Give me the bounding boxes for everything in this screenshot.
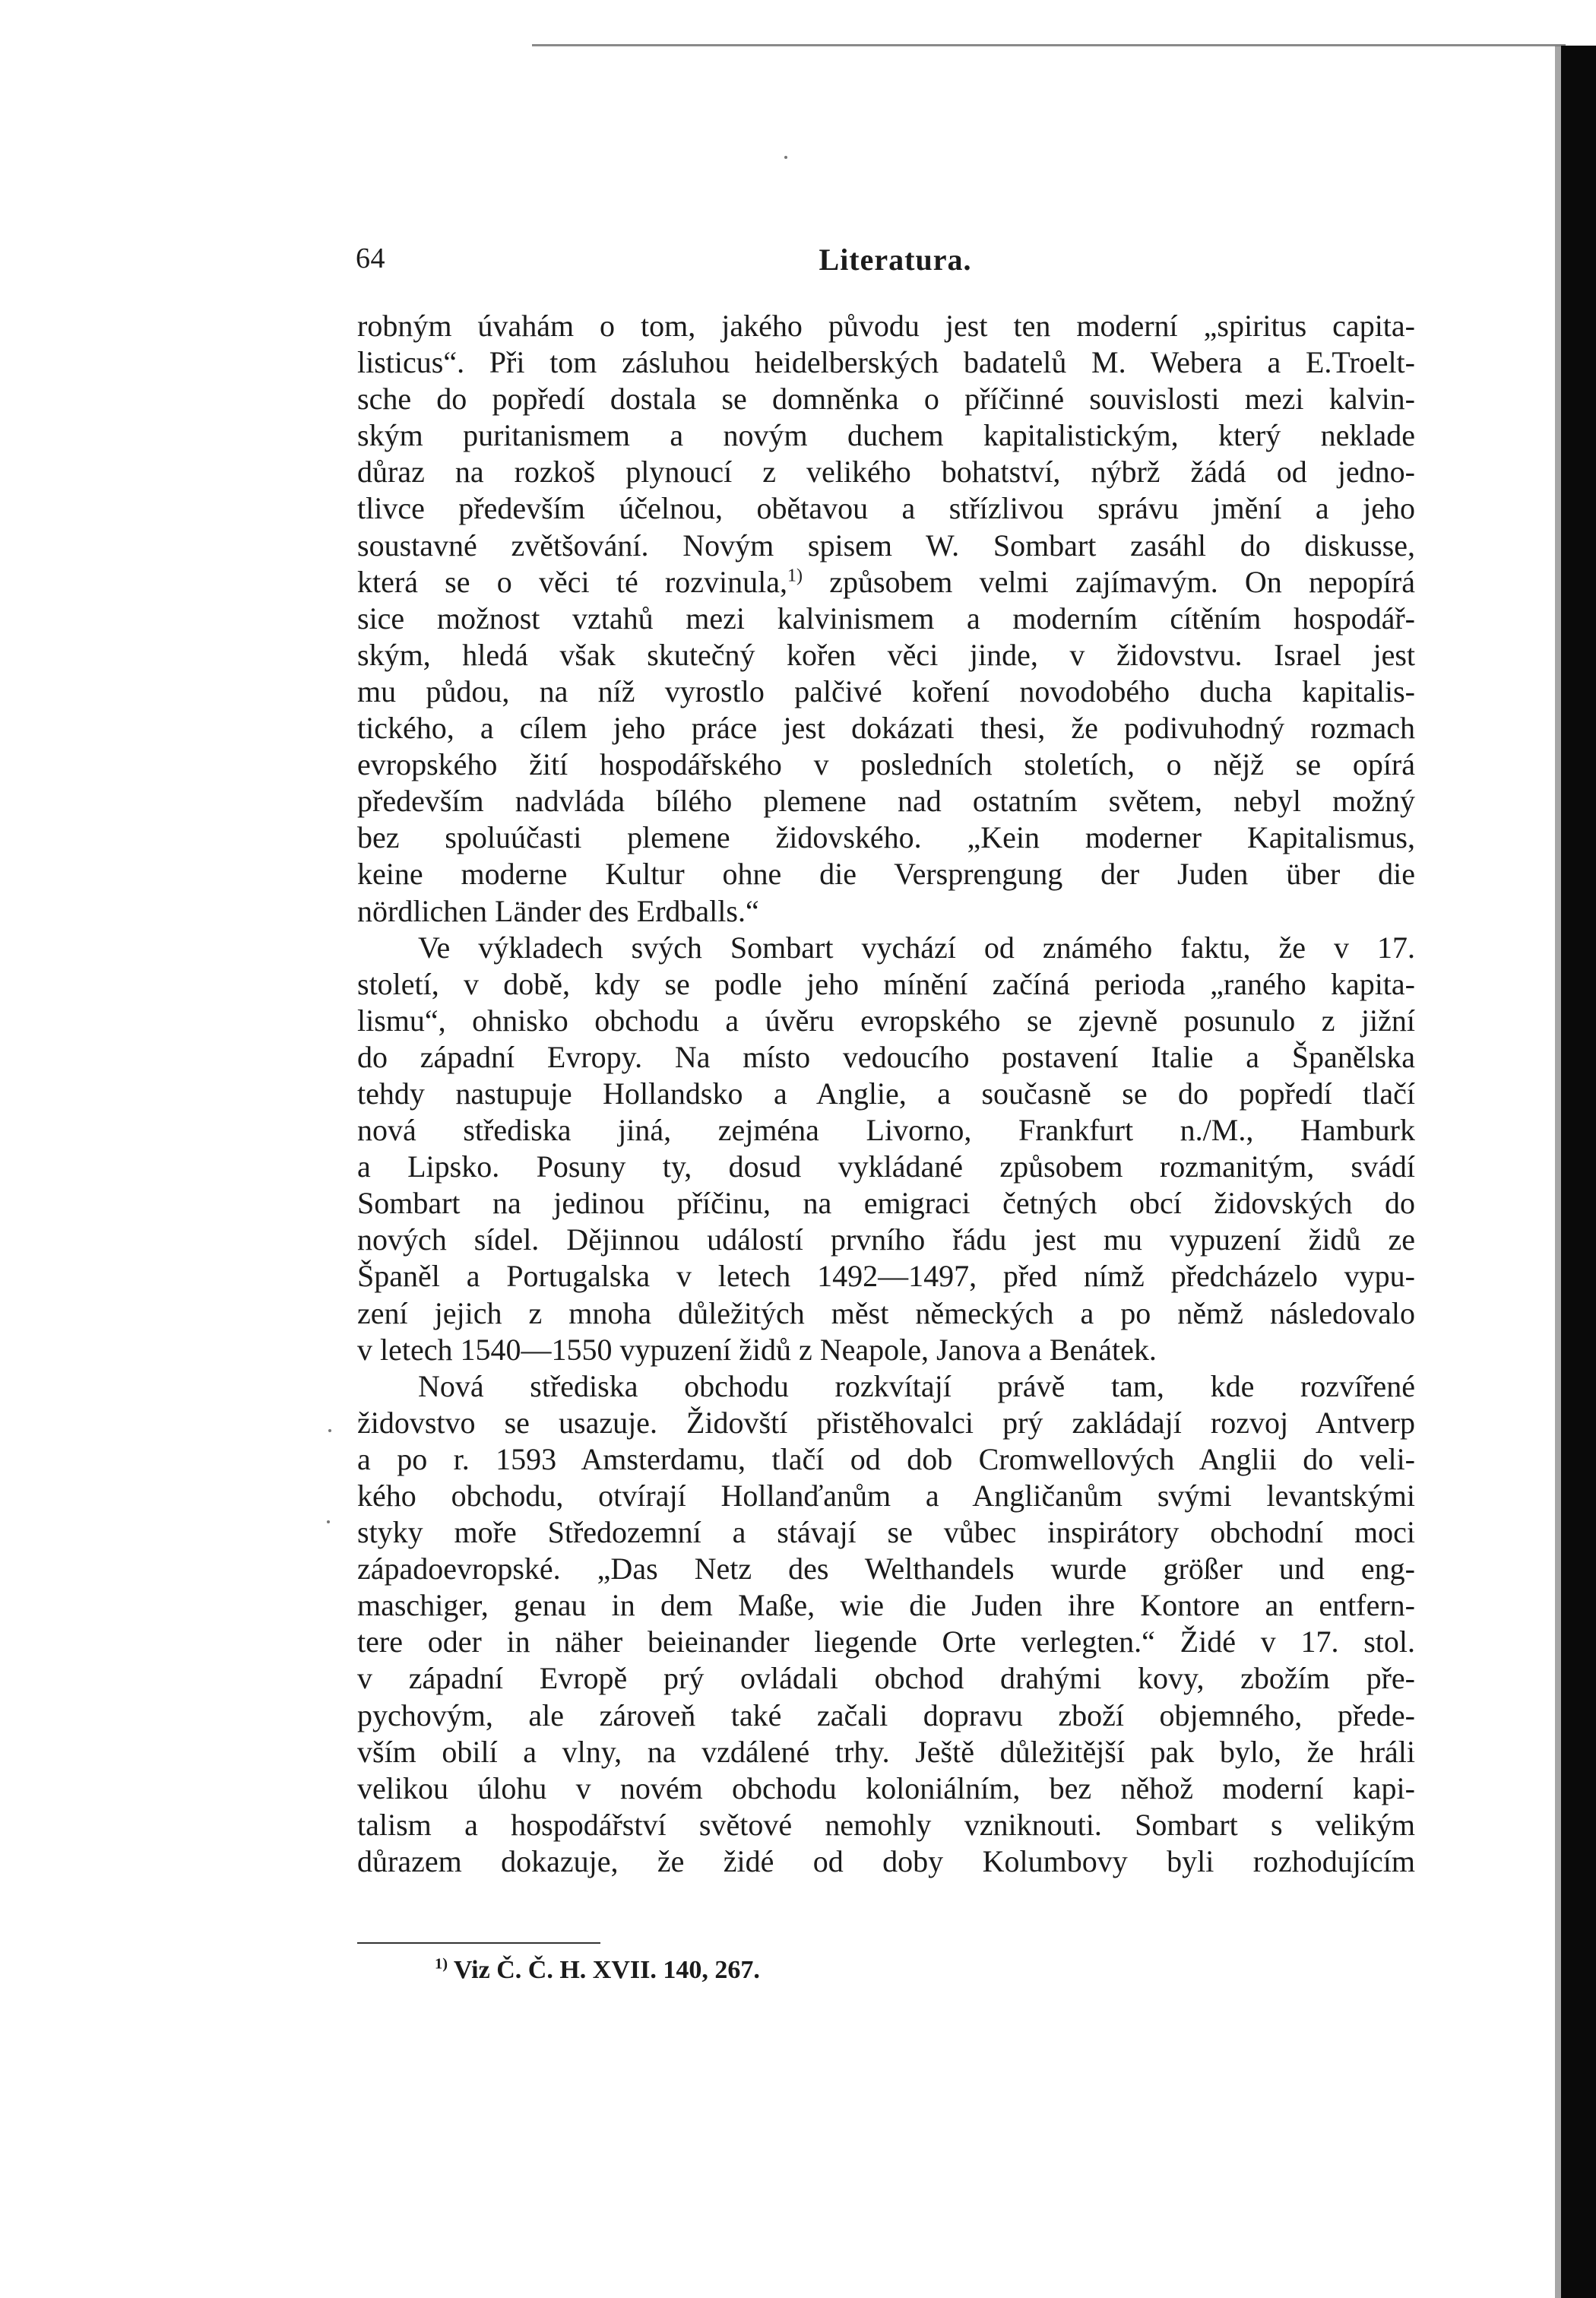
text-line: tehdy nastupuje Hollandsko a Anglie, a současně se do popředí tlačí: [357, 1076, 1415, 1111]
text-line: především nadvláda bílého plemene nad ostatním světem, nebyl možný: [357, 784, 1415, 819]
text-line: Ve výkladech svých Sombart vychází od známého faktu, že v 17.: [418, 930, 1415, 965]
scan-edge-top: [532, 44, 1566, 46]
text-line: soustavné zvětšování. Novým spisem W. Sombart zasáhl do diskusse,: [357, 528, 1415, 563]
text-line: robným úvahám o tom, jakého původu jest ten moderní „spiritus capita-: [357, 309, 1415, 343]
scan-edge-shadow: [1555, 46, 1561, 2298]
text-line: v letech 1540—1550 vypuzení židů z Neapole, Janova a Benátek.: [357, 1332, 1157, 1367]
text-line: sche do popředí dostala se domněnka o příčinné souvislosti mezi kalvin-: [357, 382, 1415, 417]
text-line: lismu“, ohnisko obchodu a úvěru evropského se zjevně posunulo z jižní: [357, 1003, 1415, 1038]
text-line: sice možnost vztahů mezi kalvinismem a moderním cítěním hospodář-: [357, 601, 1415, 636]
text-line: kého obchodu, otvírají Hollanďanům a Angličanům svými levantskými: [357, 1479, 1415, 1513]
text-line: listicus“. Při tom zásluhou heidelberských badatelů M. Webera a E.Troelt-: [357, 345, 1415, 380]
text-line: nördlichen Länder des Erdballs.“: [357, 893, 759, 928]
body-text: [357, 308, 1415, 1880]
scan-edge-right: [1561, 46, 1596, 2298]
text-line: důrazem dokazuje, že židé od doby Kolumbovy byli rozhodujícím: [357, 1843, 1415, 1878]
text-line-start: která se o věci té rozvinula,: [357, 564, 787, 599]
text-line: tere oder in näher beieinander liegende Orte verlegten.“ Židé v 17. stol.: [357, 1624, 1415, 1659]
text-line: nových sídel. Dějinnou událostí prvního řádu jest mu vypuzení židů ze: [357, 1222, 1415, 1257]
text-line: tlivce především účelnou, obětavou a střízlivou správu jmění a jeho: [357, 491, 1415, 526]
text-line: ským puritanismem a novým duchem kapitalistickým, který neklade: [357, 418, 1415, 453]
text-line: mu půdou, na níž vyrostlo palčivé koření novodobého ducha kapitalis-: [357, 674, 1415, 708]
text-line: důraz na rozkoš plynoucí z velikého bohatství, nýbrž žádá od jedno-: [357, 455, 1415, 490]
text-line: Španěl a Portugalska v letech 1492—1497, před nímž předcházelo vypu-: [357, 1259, 1415, 1294]
scan-speck: [327, 1520, 330, 1523]
scan-speck: [784, 156, 787, 159]
text-line: vším obilí a vlny, na vzdálené trhy. Ještě důležitější pak bylo, že hráli: [357, 1734, 1415, 1769]
text-line: zení jejich z mnoha důležitých měst německých a po němž následovalo: [357, 1295, 1415, 1330]
text-line: ským, hledá však skutečný kořen věci jinde, v židovstvu. Israel jest: [357, 637, 1415, 672]
text-line: velikou úlohu v novém obchodu koloniálním, bez něhož moderní kapi-: [357, 1770, 1415, 1805]
text-line: Nová střediska obchodu rozkvítají právě tam, kde rozvířené: [418, 1368, 1415, 1403]
text-line-with-footnote-ref: [357, 564, 1415, 601]
text-line: bez spoluúčasti plemene židovského. „Kein moderner Kapitalismus,: [357, 820, 1415, 855]
text-line: nová střediska jiná, zejména Livorno, Frankfurt n./M., Hamburk: [357, 1113, 1415, 1148]
footnote: [435, 1952, 760, 1989]
footnote-reference: 1): [787, 566, 803, 586]
scan-speck: [328, 1429, 331, 1432]
text-line: a Lipsko. Posuny ty, dosud vykládané způsobem rozmanitým, svádí: [357, 1149, 1415, 1184]
text-line: styky moře Středozemní a stávají se vůbec inspirátory obchodní moci: [357, 1515, 1415, 1550]
text-line: Sombart na jedinou příčinu, na emigraci četných obcí židovských do: [357, 1186, 1415, 1221]
running-title: Literatura.: [819, 242, 972, 277]
page-header: [356, 242, 1435, 287]
text-line-end: způsobem velmi zajímavým. On nepopírá: [802, 564, 1415, 599]
text-line: talism a hospodářství světové nemohly vzniknouti. Sombart s velikým: [357, 1807, 1415, 1842]
footnote-marker: 1): [435, 1955, 448, 1973]
text-line: tického, a cílem jeho práce jest dokázati thesi, že podivuhodný rozmach: [357, 711, 1415, 746]
text-line: západoevropské. „Das Netz des Welthandels wurde größer und eng-: [357, 1552, 1415, 1586]
text-line: maschiger, genau in dem Maße, wie die Juden ihre Kontore an entfern-: [357, 1588, 1415, 1623]
text-line: evropského žití hospodářského v posledních stoletích, o nějž se opírá: [357, 747, 1415, 782]
footnote-rule: [357, 1942, 600, 1944]
text-line: keine moderne Kultur ohne die Versprengung der Juden über die: [357, 857, 1415, 892]
text-line: pychovým, ale zároveň také začali dopravu zboží objemného, přede-: [357, 1697, 1415, 1732]
text-line: židovstvo se usazuje. Židovští přistěhovalci prý zakládají rozvoj Antverp: [357, 1405, 1415, 1440]
page-number: 64: [356, 242, 385, 274]
text-line: v západní Evropě prý ovládali obchod drahými kovy, zbožím pře-: [357, 1661, 1415, 1696]
text-line: a po r. 1593 Amsterdamu, tlačí od dob Cromwellových Anglii do veli-: [357, 1441, 1415, 1476]
footnote-text: Viz Č. Č. H. XVII. 140, 267.: [453, 1956, 760, 1984]
text-line: do západní Evropy. Na místo vedoucího postavení Italie a Španělska: [357, 1039, 1415, 1074]
text-line: století, v době, kdy se podle jeho mínění začíná perioda „raného kapita-: [357, 966, 1415, 1001]
